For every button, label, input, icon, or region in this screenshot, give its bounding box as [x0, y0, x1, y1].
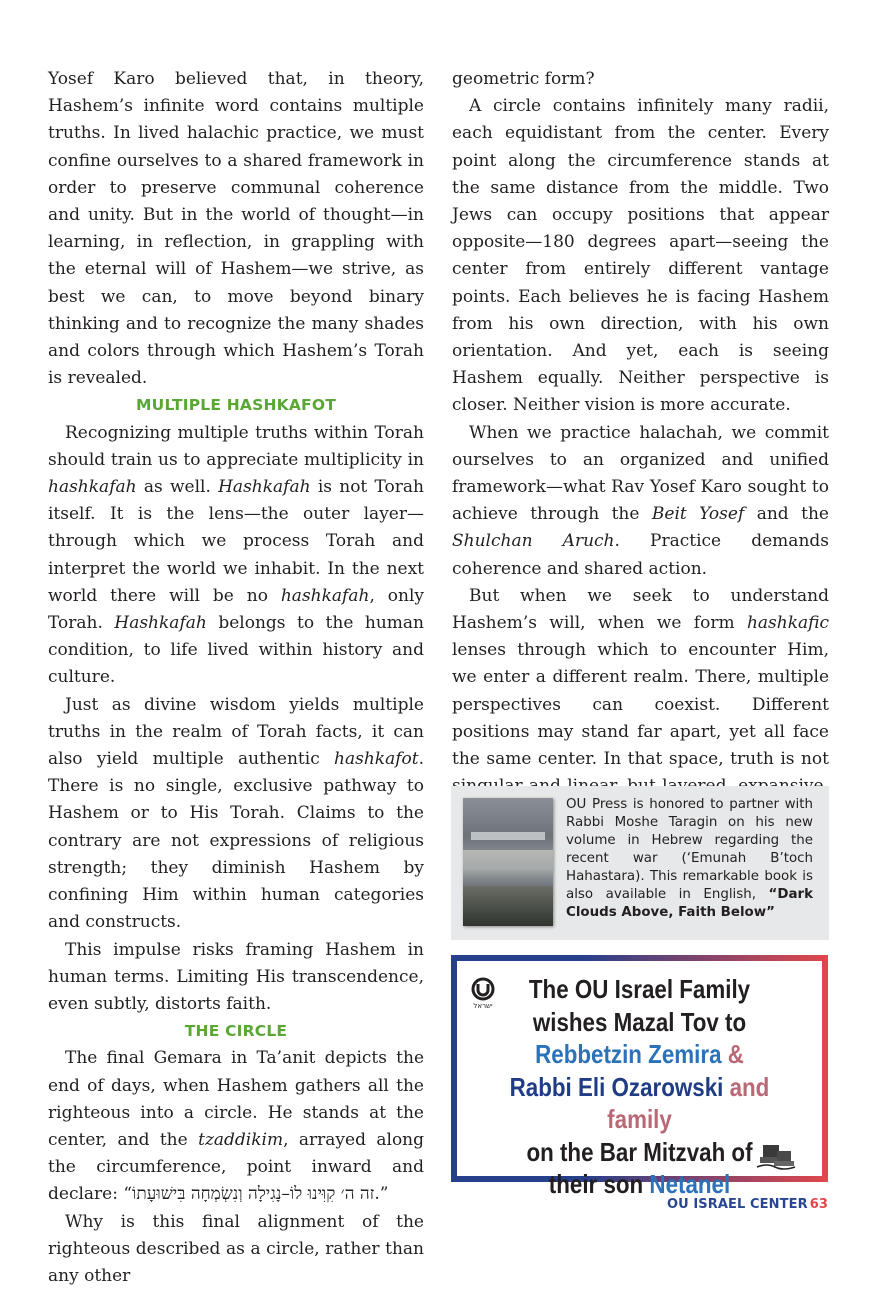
- book-cover-ground: [463, 886, 553, 926]
- paragraph: When we practice halachah, we commit ourselves to an organized and unified framework—what Rav Yosef Karo sought to achieve through the Beit Yosef and the Shulchan Aruch. Practice demands coherence and shared action.: [452, 422, 829, 579]
- section-heading-the-circle: THE CIRCLE: [184, 1022, 288, 1041]
- mazal-line: The OU Israel Family: [528, 974, 751, 1004]
- section-heading-multiple-hashkafot: MULTIPLE HASHKAFOT: [136, 396, 336, 415]
- publication-name: OU ISRAEL CENTER: [666, 1197, 808, 1212]
- mazal-line: their son Netanel: [548, 1169, 731, 1199]
- paragraph: geometric form?: [452, 69, 595, 89]
- page-footer: [640, 1197, 828, 1212]
- mazal-tov-announcement: [451, 955, 828, 1199]
- paragraph: The final Gemara in Ta’anit depicts the end of days, when Hashem gathers all the righteous into a circle. He stands at the center, and the tzaddikim, arrayed along the circumference, point inward and declare: “זה ה׳ קִוִּינוּ לוֹ–נָגִילָה וְנִשְׂמְחָה בִּישׁוּעָתוֹ.”: [48, 1048, 425, 1205]
- paragraph: Just as divine wisdom yields multiple truths in the realm of Torah facts, it can also yield multiple authentic hashkafot. There is no single, exclusive pathway to Hashem or to His Torah. Claims to the contrary are not expressions of religious strength; they diminish Hashem by confining Him within human categories and constructs.: [48, 694, 424, 933]
- left-column: [48, 66, 424, 1290]
- book-cover-title: [471, 832, 545, 840]
- right-column: [452, 66, 829, 828]
- paragraph: Recognizing multiple truths within Torah should train us to appreciate multiplicity in hashkafah as well. Hashkafah is not Torah itself. It is the lens—the outer layer—through which we process Torah and interpret the world we inhabit. In the next world there will be no hashkafah, only Torah. Hashkafah belongs to the human condition, to life lived within history and culture.: [48, 422, 424, 688]
- paragraph: Why is this final alignment of the righteous described as a circle, rather than any other: [48, 1211, 424, 1286]
- paragraph: A circle contains infinitely many radii, each equidistant from the center. Every point along the circumference stands at the same distance from the middle. Two Jews can occupy positions that appear opposite—180 degrees apart—seeing the center from entirely different vantage points. Each believes he is facing Hashem from his own direction, with his own orientation. And yet, each is seeing Hashem equally. Neither perspective is closer. Neither vision is more accurate.: [452, 96, 829, 416]
- paragraph: But when we seek to understand Hashem’s will, when we form hashkafic lenses through which to encounter Him, we enter a different realm. There, multiple perspectives can coexist. Different positions may stand far apart, yet all face the same center. In that space, truth is not: [452, 583, 829, 828]
- mazal-line: Rabbi Eli Ozarowski and family: [509, 1071, 770, 1134]
- mazal-line: Rebbetzin Zemira &: [535, 1039, 744, 1069]
- book-english-title: “Dark Clouds Above, Faith Below”: [566, 887, 813, 920]
- mazal-line: wishes Mazal Tov to: [532, 1006, 747, 1037]
- mazal-line: on the Bar Mitzvah of: [526, 1136, 753, 1167]
- mazal-tov-text: [483, 973, 797, 1201]
- book-cover-image: [463, 798, 553, 926]
- page-number: 63: [809, 1197, 828, 1212]
- book-cover-sky: [463, 850, 553, 880]
- paragraph: Yosef Karo believed that, in theory, Hashem’s infinite word contains multiple truths. In lived halachic practice, we must confine ourselves to a shared framework in order to preserve communal coherence and unity. But in the world of thought—in learning, in reflection, in grappling with the eternal will of Hashem—we strive, as best we can, to move beyond binary thinking and to recognize the many shades and colors through which Hashem’s Torah is revealed.: [48, 69, 424, 389]
- logo-caption: ישראל: [473, 1002, 493, 1010]
- tefillin-icon: [755, 1137, 801, 1171]
- hebrew-quote: זה ה׳ קִוִּינוּ לוֹ–נָגִילָה וְנִשְׂמְחָה בִּישׁוּעָתוֹ: [132, 1184, 375, 1205]
- paragraph: This impulse risks framing Hashem in human terms. Limiting His transcendence, even subtly, distorts faith.: [48, 939, 424, 1014]
- book-ad-text: OU Press is honored to partner with Rabbi Moshe Taragin on his new volume in Hebrew regarding the recent war (‘Emunah B’toch Hahastara). This remarkable book is also available in English, “Dark Clouds Above, Faith Below”: [566, 797, 813, 920]
- book-advertisement: [451, 786, 829, 940]
